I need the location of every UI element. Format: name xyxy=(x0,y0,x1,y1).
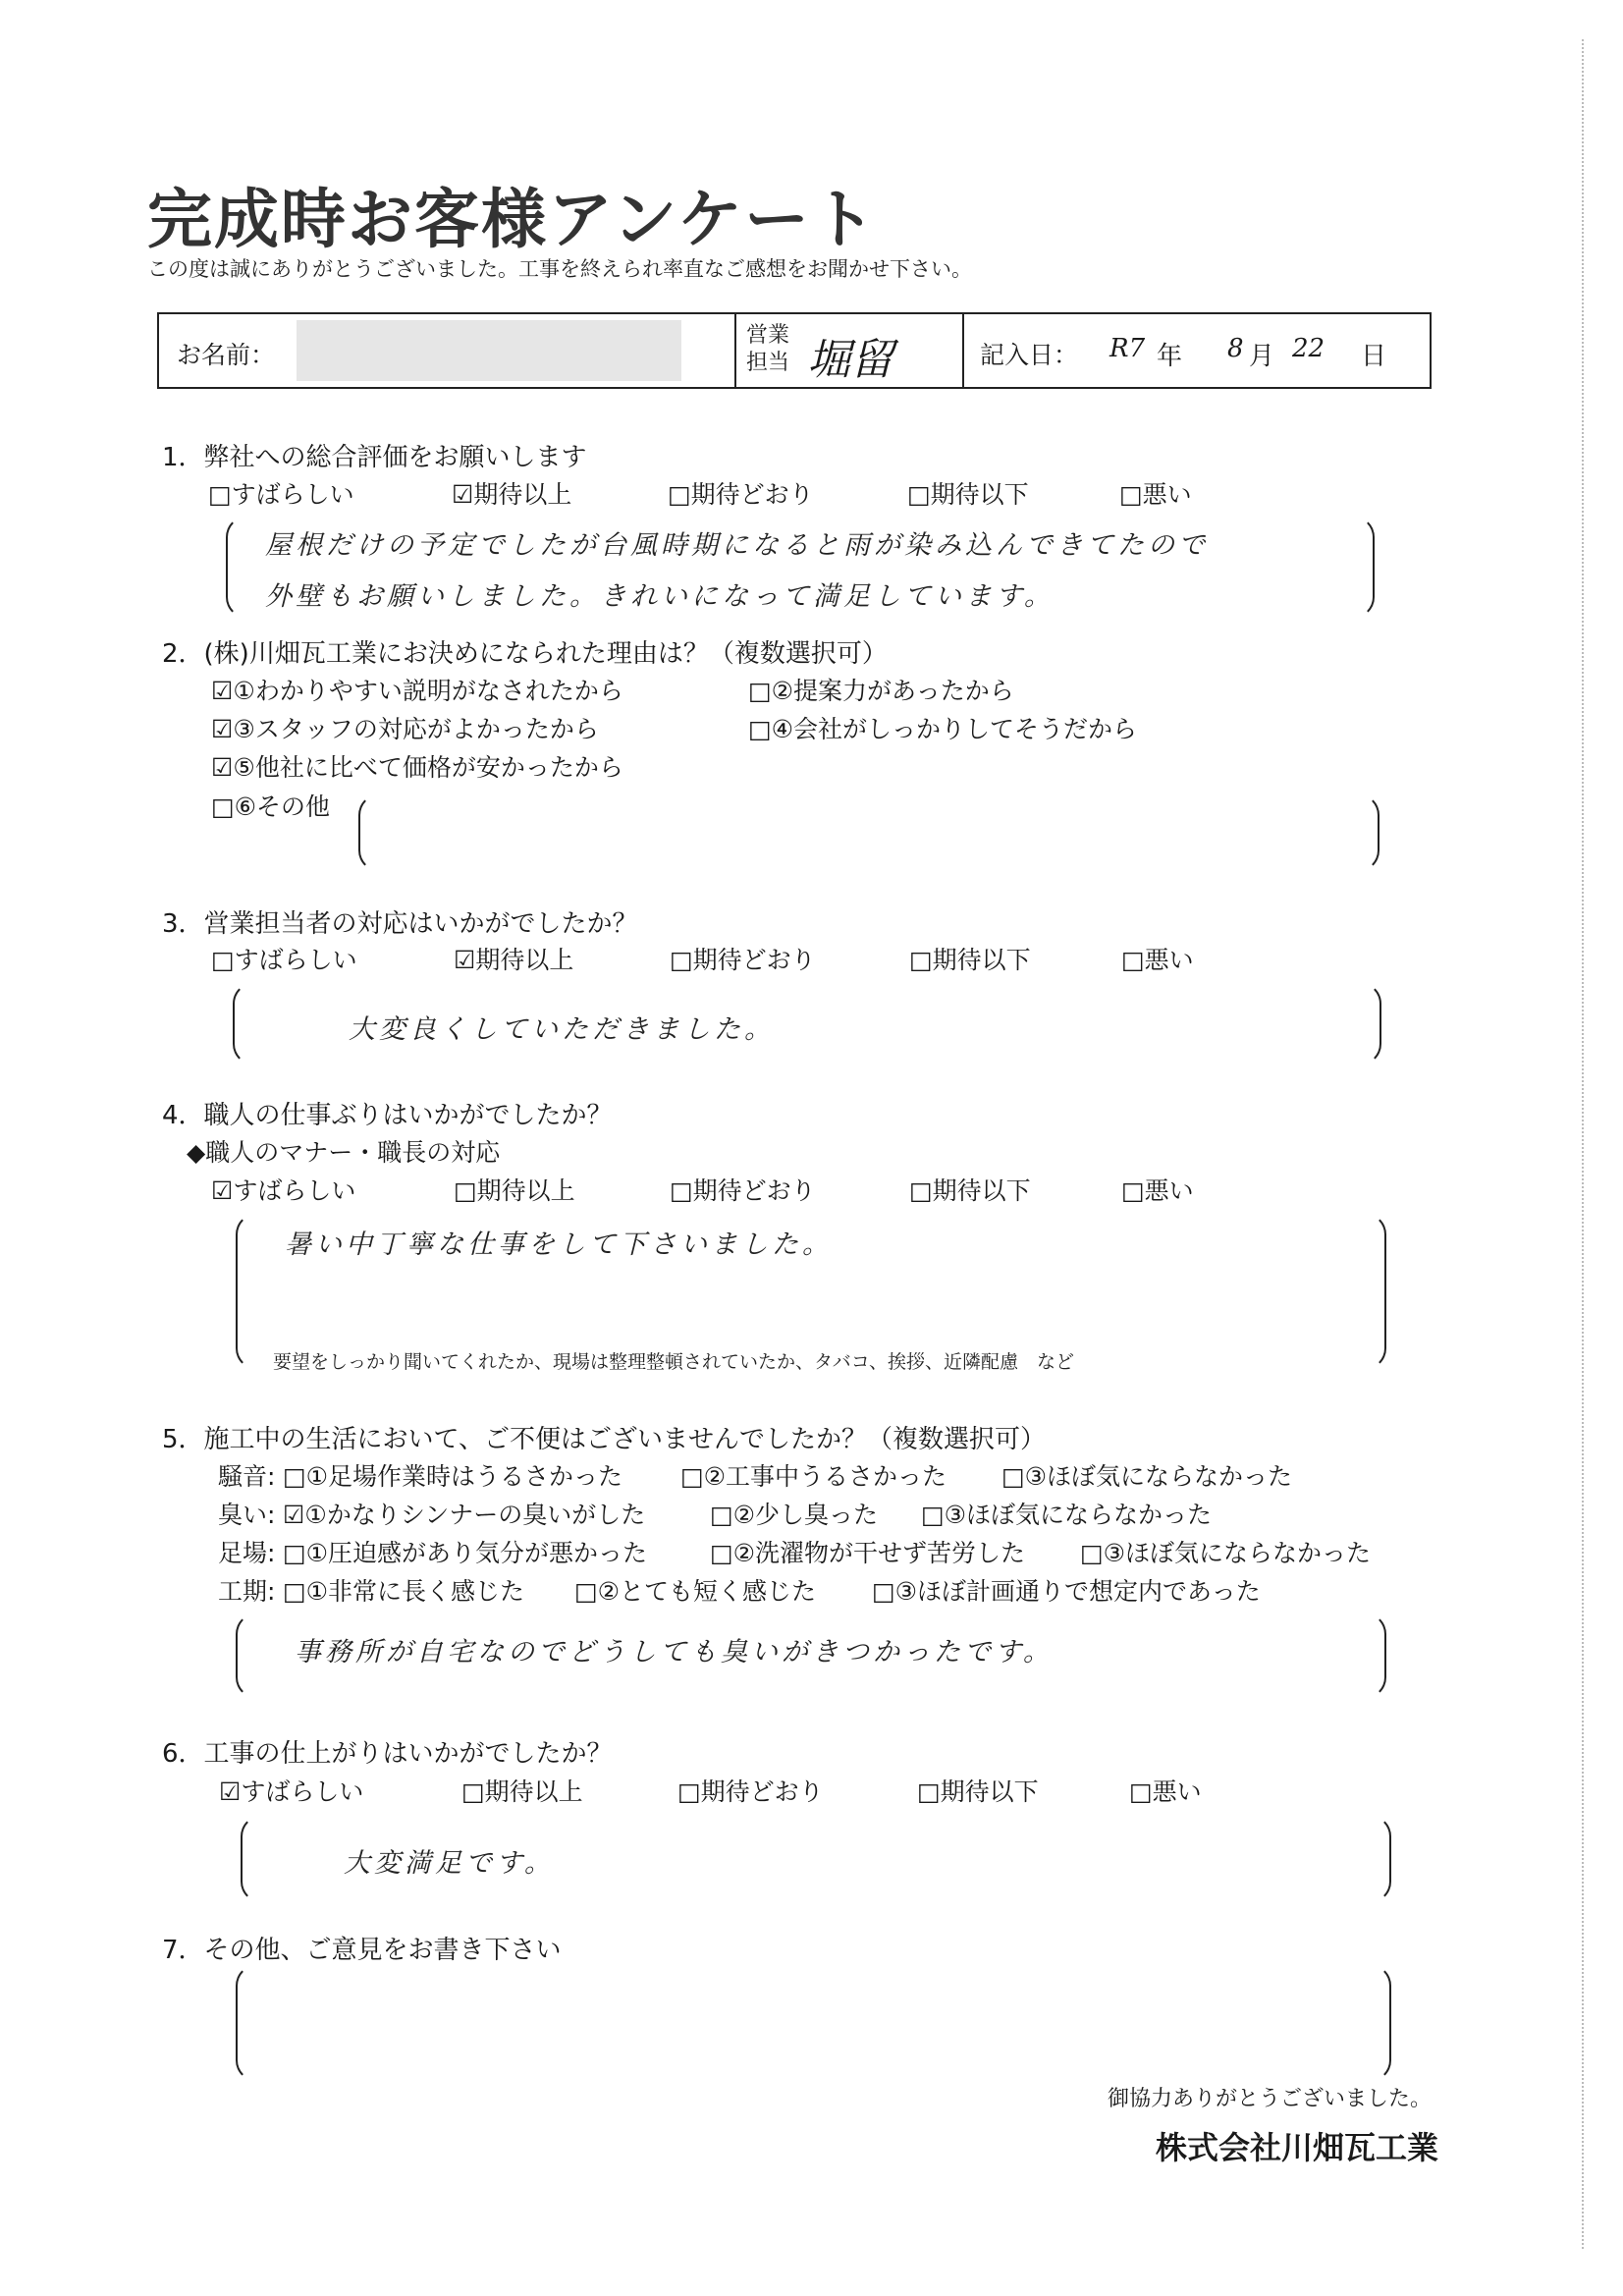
q5-period-option-3[interactable]: □③ほぼ計画通りで想定内であった xyxy=(872,1577,1261,1606)
q5-noise-option-3[interactable]: □③ほぼ気にならなかった xyxy=(1001,1462,1293,1491)
q5-noise-option-1[interactable]: □①足場作業時はうるさかった xyxy=(283,1462,623,1491)
year-unit: 年 xyxy=(1157,342,1183,371)
q3-comment: 大変良くしていただきました。 xyxy=(349,1014,775,1045)
q2-option-4[interactable]: □④会社がしっかりしてそうだから xyxy=(748,715,1138,743)
date-cell xyxy=(964,314,1430,387)
q5-period-option-2[interactable]: □②とても短く感じた xyxy=(574,1577,817,1606)
q5-scaffold-option-2[interactable]: □②洗濯物が干せず苦労した xyxy=(710,1539,1026,1567)
q4-label: 4．職人の仕事ぶりはいかがでしたか？ xyxy=(162,1101,613,1130)
date-day: 22 xyxy=(1292,334,1325,363)
q1-option-bad[interactable]: □悪い xyxy=(1119,480,1192,509)
name-label: お名前： xyxy=(177,341,276,369)
sales-label: 営業担当 xyxy=(746,323,790,375)
q6-label: 6．工事の仕上がりはいかがでしたか？ xyxy=(162,1739,613,1769)
q5-smell-option-2[interactable]: □②少し臭った xyxy=(710,1501,879,1529)
q1-option-above[interactable]: ☑期待以上 xyxy=(452,480,572,509)
q4-option-as-expected[interactable]: □期待どおり xyxy=(670,1176,816,1205)
q5-row-period-label: 工期: xyxy=(218,1577,276,1606)
q2-other-box[interactable] xyxy=(358,793,1380,872)
q5-label: 5．施工中の生活において、ご不便はございませんでしたか？（複数選択可） xyxy=(162,1425,1047,1454)
scan-edge xyxy=(1580,39,1584,2249)
footer-company: 株式会社川畑瓦工業 xyxy=(1155,2129,1438,2166)
q2-option-2[interactable]: □②提案力があったから xyxy=(748,677,1014,705)
q2-option-6[interactable]: □⑥その他 xyxy=(211,793,331,821)
q5-row-smell-label: 臭い: xyxy=(218,1501,276,1529)
q2-label: 2．(株)川畑瓦工業にお決めになられた理由は？（複数選択可） xyxy=(162,639,888,669)
q3-option-as-expected[interactable]: □期待どおり xyxy=(670,946,816,974)
page-subtitle: この度は誠にありがとうございました。工事を終えられ率直なご感想をお聞かせ下さい。 xyxy=(147,257,972,281)
q3-option-bad[interactable]: □悪い xyxy=(1121,946,1194,974)
q5-period-option-1[interactable]: □①非常に長く感じた xyxy=(283,1577,525,1606)
q6-option-bad[interactable]: □悪い xyxy=(1129,1777,1202,1806)
q1-option-as-expected[interactable]: □期待どおり xyxy=(668,480,814,509)
q1-option-excellent[interactable]: □すばらしい xyxy=(208,480,354,509)
q5-noise-option-2[interactable]: □②工事中うるさかった xyxy=(680,1462,947,1491)
q3-option-above[interactable]: ☑期待以上 xyxy=(454,946,574,974)
q7-label: 7．その他、ご意見をお書き下さい xyxy=(162,1936,562,1965)
q4-option-above[interactable]: □期待以上 xyxy=(454,1176,575,1205)
q1-comment-line-1: 屋根だけの予定でしたが台風時期になると雨が染み込んできてたので xyxy=(265,530,1209,561)
q4-option-bad[interactable]: □悪い xyxy=(1121,1176,1194,1205)
date-year: R7 xyxy=(1109,334,1146,363)
q5-row-noise-label: 騒音: xyxy=(218,1462,276,1491)
q1-label: 1．弊社への総合評価をお願いします xyxy=(162,443,587,472)
page-title: 完成時お客様アンケート xyxy=(147,182,879,257)
q5-scaffold-option-1[interactable]: □①圧迫感があり気分が悪かった xyxy=(283,1539,648,1567)
q5-scaffold-option-3[interactable]: □③ほぼ気にならなかった xyxy=(1080,1539,1372,1567)
q5-smell-option-1[interactable]: ☑①かなりシンナーの臭いがした xyxy=(283,1501,646,1529)
q2-option-5[interactable]: ☑⑤他社に比べて価格が安かったから xyxy=(211,753,623,782)
q6-option-below[interactable]: □期待以下 xyxy=(917,1777,1039,1806)
q6-option-above[interactable]: □期待以上 xyxy=(461,1777,583,1806)
q4-option-excellent[interactable]: ☑すばらしい xyxy=(211,1176,356,1205)
name-cell xyxy=(159,314,736,387)
q3-option-below[interactable]: □期待以下 xyxy=(909,946,1031,974)
sales-name: 堀留 xyxy=(807,335,893,385)
footer-thanks: 御協力ありがとうございました。 xyxy=(1107,2087,1432,2111)
q5-smell-option-3[interactable]: □③ほぼ気にならなかった xyxy=(921,1501,1213,1529)
date-month: 8 xyxy=(1227,334,1244,363)
q4-comment: 暑い中丁寧な仕事をして下さいました。 xyxy=(285,1230,833,1260)
month-unit: 月 xyxy=(1249,342,1275,371)
q4-sub-heading: ◆職人のマナー・職長の対応 xyxy=(187,1138,501,1167)
q5-row-scaffold-label: 足場: xyxy=(218,1539,276,1567)
q1-option-below[interactable]: □期待以下 xyxy=(907,480,1029,509)
name-redacted xyxy=(297,320,681,381)
q2-option-3[interactable]: ☑③スタッフの対応がよかったから xyxy=(211,715,599,743)
q4-hint: 要望をしっかり聞いてくれたか、現場は整理整頓されていたか、タバコ、挨拶、近隣配慮 など xyxy=(273,1351,1075,1373)
date-label: 記入日： xyxy=(980,341,1079,369)
q1-comment-line-2: 外壁もお願いしました。きれいになって満足しています。 xyxy=(265,581,1055,612)
q2-option-1[interactable]: ☑①わかりやすい説明がなされたから xyxy=(211,677,623,705)
q3-option-excellent[interactable]: □すばらしい xyxy=(211,946,357,974)
sales-cell xyxy=(736,314,964,387)
day-unit: 日 xyxy=(1361,342,1387,371)
q4-option-below[interactable]: □期待以下 xyxy=(909,1176,1031,1205)
q5-comment: 事務所が自宅なのでどうしても臭いがきつかったです。 xyxy=(295,1637,1054,1667)
q6-option-as-expected[interactable]: □期待どおり xyxy=(677,1777,824,1806)
q6-comment: 大変満足です。 xyxy=(344,1848,555,1879)
info-box xyxy=(157,312,1432,389)
q7-comment-box[interactable] xyxy=(236,1964,1391,2082)
q3-label: 3．営業担当者の対応はいかがでしたか？ xyxy=(162,909,638,939)
q6-option-excellent[interactable]: ☑すばらしい xyxy=(219,1777,364,1806)
